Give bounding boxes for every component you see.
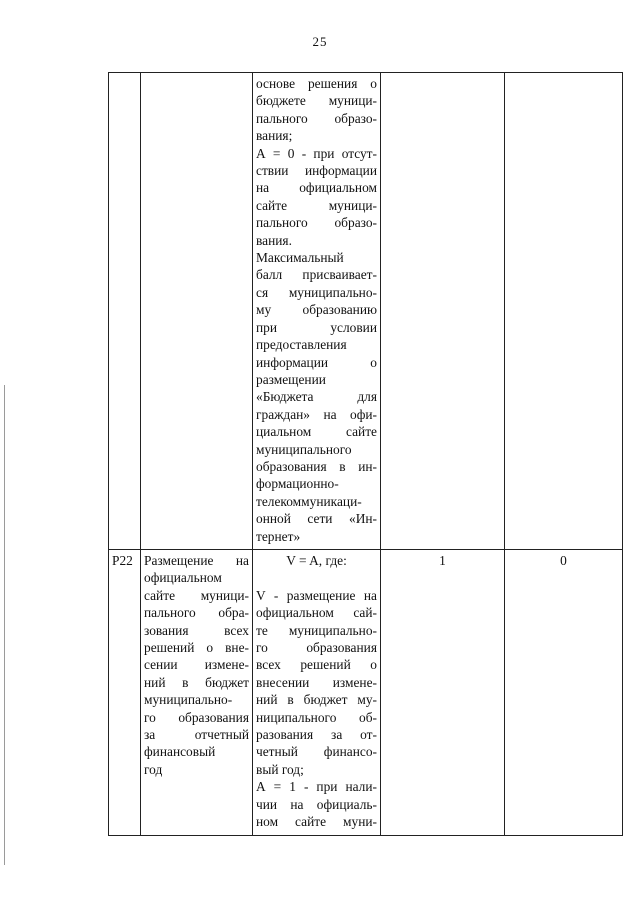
description-line: внесении измене- xyxy=(256,674,377,690)
description-line: чии на официаль- xyxy=(256,796,377,812)
scan-edge-line xyxy=(4,385,5,865)
name-line: Размещение на xyxy=(144,553,249,568)
name-line: зования всех xyxy=(144,622,249,638)
text-line: бюджете муници- xyxy=(256,93,377,109)
text-line: циальном сайте xyxy=(256,424,377,440)
text-line: муниципального xyxy=(256,441,352,457)
text-line: размещении xyxy=(256,371,326,387)
cell-min-score-empty xyxy=(505,73,623,550)
name-line: финансовый xyxy=(144,744,216,760)
name-line: сайте муници- xyxy=(144,587,249,603)
name-line: решений о вне- xyxy=(144,640,249,656)
name-line: муниципально- xyxy=(144,692,233,708)
text-line: образования в ин- xyxy=(256,458,377,474)
max-score-value: 1 xyxy=(439,553,446,568)
page-number: 25 xyxy=(312,34,328,49)
cell-indicator-code xyxy=(109,550,141,836)
name-line: официальном xyxy=(144,570,222,586)
indicators-table xyxy=(108,72,623,836)
text-line: ствии информации xyxy=(256,163,377,179)
text-line: му образованию xyxy=(256,302,377,318)
name-line: сении измене- xyxy=(144,657,249,673)
name-line: ний в бюджет xyxy=(144,674,249,690)
min-score-value: 0 xyxy=(560,553,567,568)
text-line: телекоммуникаци- xyxy=(256,493,362,509)
text-line: А = 0 - при отсут- xyxy=(256,145,377,161)
cell-calculation xyxy=(253,550,381,836)
text-line: Максимальный xyxy=(256,250,344,266)
spacer xyxy=(256,569,377,586)
text-line: пального образо- xyxy=(256,110,377,126)
description-line: четный финансо- xyxy=(256,744,377,760)
text-line: вания. xyxy=(256,232,292,248)
description-line: ний в бюджет му- xyxy=(256,692,377,708)
table-row-p22 xyxy=(109,550,623,836)
text-line: предоставления xyxy=(256,337,347,353)
name-line: пального обра- xyxy=(144,605,249,621)
cell-max-score xyxy=(381,550,505,836)
description-line: всех решений о xyxy=(256,657,377,673)
text-line: граждан» на офи- xyxy=(256,406,377,422)
cell-indicator-name xyxy=(141,550,253,836)
cell-code-empty xyxy=(109,73,141,550)
text-line: сайте муници- xyxy=(256,197,377,213)
description-line: ном сайте муни- xyxy=(256,814,377,830)
formula: V = A, где: xyxy=(286,553,347,568)
name-line: за отчетный xyxy=(144,727,249,743)
text-line: «Бюджета для xyxy=(256,389,377,405)
text-line: онной сети «Ин- xyxy=(256,511,377,527)
description-line: разования за от- xyxy=(256,727,377,743)
description-line: А = 1 - при нали- xyxy=(256,779,377,795)
text-line: информации о xyxy=(256,354,377,370)
text-line: основе решения о xyxy=(256,76,377,91)
text-line: вания; xyxy=(256,128,293,144)
text-line: на официальном xyxy=(256,180,377,196)
text-line: при условии xyxy=(256,319,377,335)
table-row-continued xyxy=(109,73,623,550)
text-line: ся муниципально- xyxy=(256,284,377,300)
text-line: тернет» xyxy=(256,528,301,544)
cell-calculation-continued xyxy=(253,73,381,550)
description-line: вый год; xyxy=(256,761,304,777)
description-line: официальном сай- xyxy=(256,605,377,621)
description-line: ниципального об- xyxy=(256,709,377,725)
description-line: V - размещение на xyxy=(256,587,377,603)
description-line: те муниципально- xyxy=(256,622,377,638)
cell-max-score-empty xyxy=(381,73,505,550)
text-line: балл присваивает- xyxy=(256,267,377,283)
text-line: пального образо- xyxy=(256,215,377,231)
cell-min-score xyxy=(505,550,623,836)
description-line: го образования xyxy=(256,640,377,656)
cell-name-empty xyxy=(141,73,253,550)
name-line: го образования xyxy=(144,709,249,725)
text-line: формационно- xyxy=(256,476,339,492)
indicator-code: Р22 xyxy=(112,553,133,568)
name-line: год xyxy=(144,761,163,777)
